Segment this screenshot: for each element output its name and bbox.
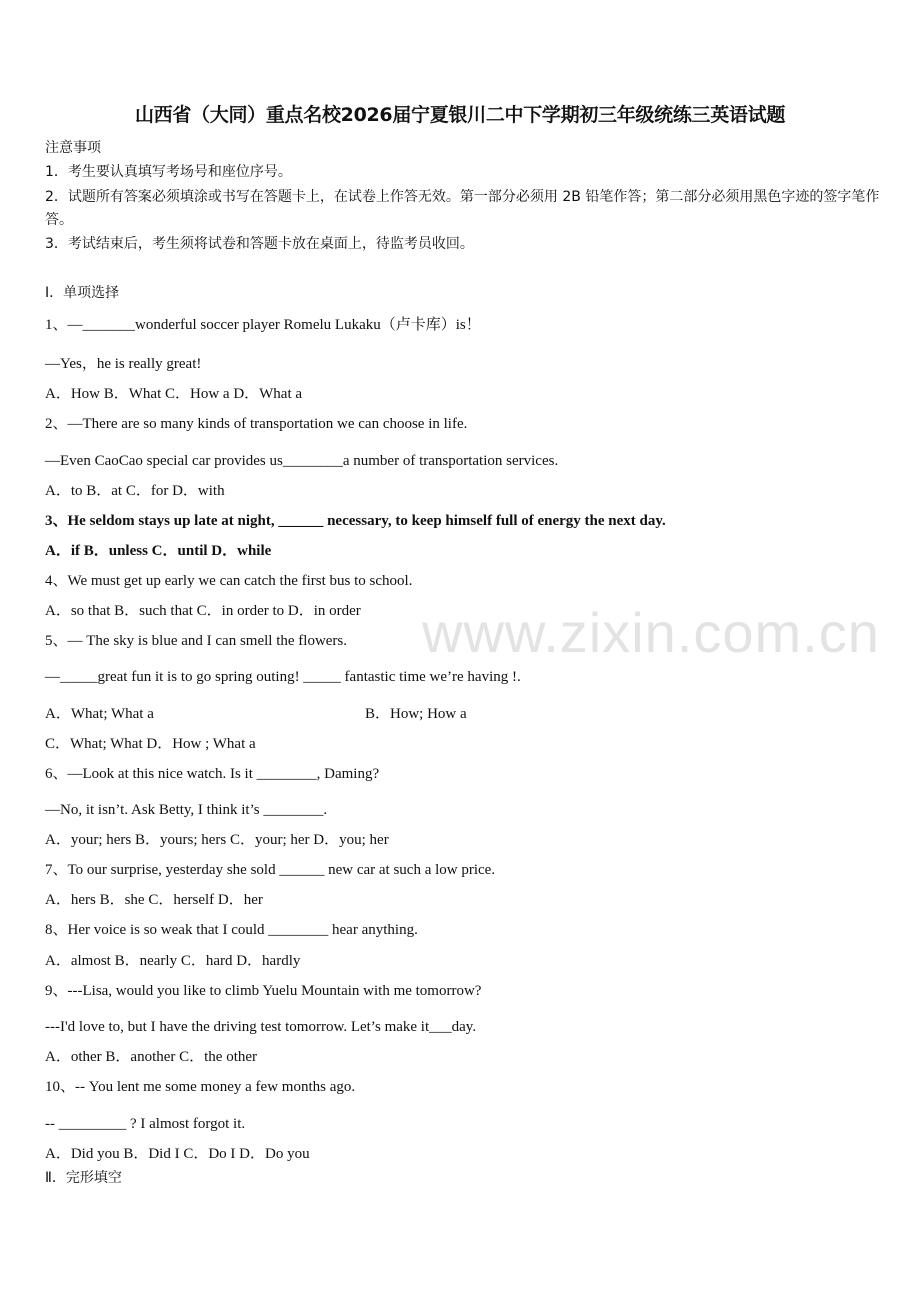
notice-item-1: 1．考生要认真填写考场号和座位序号。 <box>45 164 292 180</box>
q3-options: A．if B．unless C．until D．while <box>45 543 272 559</box>
q5-options-cd: C．What; What D．How ; What a <box>45 736 256 752</box>
q1-reply: —Yes，he is really great! <box>45 356 202 372</box>
notice-heading: 注意事项 <box>45 140 101 156</box>
q5-option-a: A．What; What a <box>45 706 154 722</box>
q9-reply: ---I'd love to, but I have the driving test tomorrow. Let’s make it___day. <box>45 1019 477 1035</box>
q9-options: A．other B．another C．the other <box>45 1049 258 1065</box>
watermark: www.zixin.com.cn <box>422 601 880 664</box>
q10-reply: -- _________ ? I almost forgot it. <box>45 1116 246 1132</box>
q7-stem: 7、To our surprise, yesterday she sold ______ new car at such a low price. <box>45 862 496 878</box>
q8-options: A．almost B．nearly C．hard D．hardly <box>45 953 301 969</box>
q2-stem: 2、—There are so many kinds of transportation we can choose in life. <box>45 416 468 432</box>
q8-stem: 8、Her voice is so weak that I could ________ hear anything. <box>45 922 418 938</box>
q7-options: A．hers B．she C．herself D．her <box>45 892 263 908</box>
q10-options: A．Did you B．Did I C．Do I D．Do you <box>45 1146 310 1162</box>
notice-item-2: 2．试题所有答案必须填涂或书写在答题卡上，在试卷上作答无效。第一部分必须用 2B 铅笔作答；第二部分必须用黑色字迹的签字笔作答。 <box>45 189 880 228</box>
q2-options: A．to B．at C．for D．with <box>45 483 225 499</box>
section-heading-1: Ⅰ．单项选择 <box>45 285 120 301</box>
section-heading-2: Ⅱ．完形填空 <box>45 1170 122 1186</box>
q2-reply: —Even CaoCao special car provides us________a number of transportation services. <box>45 453 559 469</box>
notice-item-3: 3．考试结束后，考生须将试卷和答题卡放在桌面上，待监考员收回。 <box>45 236 474 252</box>
q9-stem: 9、---Lisa, would you like to climb Yuelu Mountain with me tomorrow? <box>45 983 482 999</box>
q1-options: A．How B．What C．How a D．What a <box>45 386 303 402</box>
q1-stem: 1、—_______wonderful soccer player Romelu Lukaku（卢卡库）is！ <box>45 317 481 333</box>
page-title: 山西省（大同）重点名校2026届宁夏银川二中下学期初三年级统练三英语试题 <box>134 104 786 126</box>
q6-options: A．your; hers B．yours; hers C．your; her D．you; her <box>45 832 389 848</box>
q5-reply: —_____great fun it is to go spring outing! _____ fantastic time we’re having !. <box>45 669 521 685</box>
q6-stem: 6、—Look at this nice watch. Is it ________, Daming? <box>45 766 380 782</box>
q5-option-b: B．How; How a <box>365 706 467 722</box>
q4-options: A．so that B．such that C．in order to D．in order <box>45 603 361 619</box>
q3-stem: 3、He seldom stays up late at night, ______ necessary, to keep himself full of energy the next day. <box>45 513 666 529</box>
q5-stem: 5、— The sky is blue and I can smell the flowers. <box>45 633 348 649</box>
q4-stem: 4、We must get up early we can catch the first bus to school. <box>45 573 413 589</box>
q10-stem: 10、-- You lent me some money a few months ago. <box>45 1079 356 1095</box>
q6-reply: —No, it isn’t. Ask Betty, I think it’s ________. <box>45 802 328 818</box>
